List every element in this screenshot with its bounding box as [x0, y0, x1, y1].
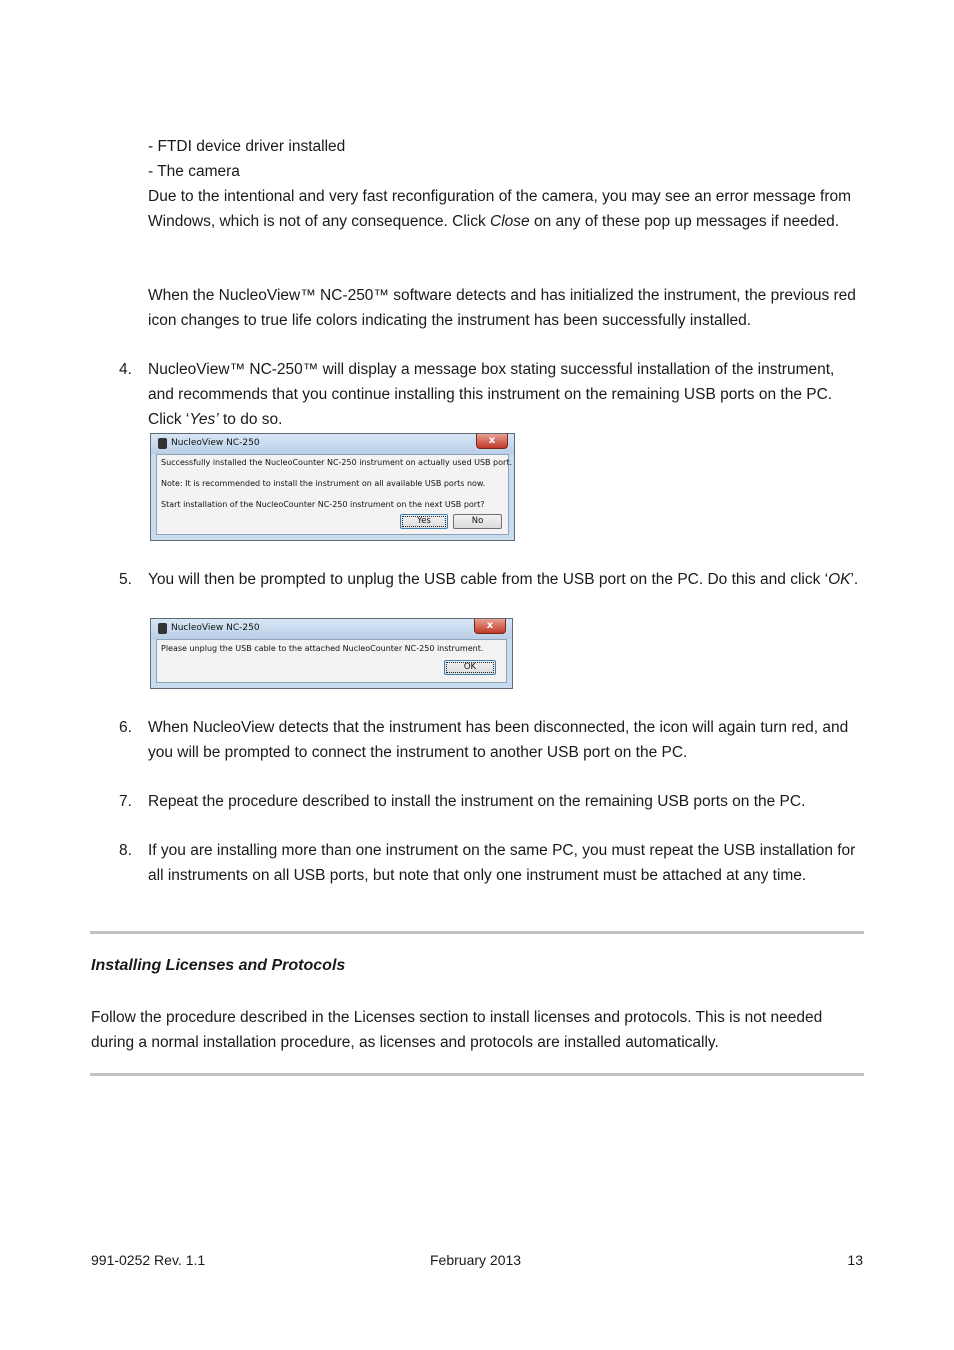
close-icon[interactable]: x	[476, 434, 508, 449]
step-6-text: When NucleoView detects that the instrument has been disconnected, the icon will again turn red, and you will be prompted to connect the instrument to another USB port on the PC.	[148, 719, 849, 761]
step-number: 7.	[119, 793, 132, 810]
app-icon	[158, 623, 167, 634]
section-divider	[90, 1073, 864, 1076]
footer-doc-number: 991-0252 Rev. 1.1	[91, 1252, 206, 1268]
yes-button[interactable]: Yes	[400, 514, 448, 529]
section-heading: Installing Licenses and Protocols	[91, 957, 346, 974]
dialog-message-unplug: Please unplug the USB cable to the attached NucleoCounter NC-250 instrument.	[161, 644, 484, 653]
intro-line-camera: - The camera	[148, 163, 240, 180]
intro-paragraph-detection: When the NucleoView™ NC-250™ software detects and has initialized the instrument, the previous red icon changes to true life colors indicating the instrument has been successfully installed.	[148, 287, 856, 329]
dialog-body	[156, 454, 512, 535]
unplug-dialog	[150, 618, 513, 689]
dialog-titlebar	[151, 619, 512, 639]
step-5-text: You will then be prompted to unplug the USB cable from the USB port on the PC. Do this and click ‘OK’.	[148, 571, 859, 588]
step-8-text: If you are installing more than one instrument on the same PC, you must repeat the USB installation for all instruments on all USB ports, but note that only one instrument must be attached at any time.	[148, 842, 856, 884]
dialog-body	[156, 639, 507, 683]
dialog-message-question: Start installation of the NucleoCounter NC-250 instrument on the next USB port?	[161, 500, 485, 509]
dialog-message-success: Successfully installed the NucleoCounter NC-250 instrument on actually used USB port.	[161, 458, 512, 467]
no-button[interactable]: No	[453, 514, 502, 529]
ok-button[interactable]: OK	[444, 660, 496, 675]
step-number: 4.	[119, 361, 132, 378]
install-success-dialog	[150, 433, 515, 541]
footer-page-number: 13	[847, 1252, 863, 1268]
dialog-title: NucleoView NC-250	[171, 438, 260, 448]
dialog-titlebar	[151, 434, 514, 454]
intro-line-ftdi: - FTDI device driver installed	[148, 138, 346, 155]
app-icon	[158, 438, 167, 449]
step-4-text: NucleoView™ NC-250™ will display a message box stating successful installation of the instrument, and recommends that you continue installing this instrument on the remaining USB ports on the PC. Click ‘Yes’ to do so.	[148, 361, 835, 428]
step-number: 6.	[119, 719, 132, 736]
intro-paragraph-reconfiguration: Due to the intentional and very fast reconfiguration of the camera, you may see an error message from Windows, which is not of any consequence. Click Close on any of these pop up messages if needed.	[148, 188, 852, 230]
step-7-text: Repeat the procedure described to install the instrument on the remaining USB ports on the PC.	[148, 793, 806, 810]
step-number: 5.	[119, 571, 132, 588]
dialog-message-note: Note: It is recommended to install the instrument on all available USB ports now.	[161, 479, 486, 488]
dialog-title: NucleoView NC-250	[171, 623, 260, 633]
step-number: 8.	[119, 842, 132, 859]
close-icon[interactable]: x	[474, 619, 506, 634]
footer-date: February 2013	[430, 1252, 522, 1268]
section-divider	[90, 931, 864, 934]
section-body: Follow the procedure described in the Licenses section to install licenses and protocols. This is not needed during a normal installation procedure, as licenses and protocols are installed automatically.	[91, 1009, 823, 1051]
